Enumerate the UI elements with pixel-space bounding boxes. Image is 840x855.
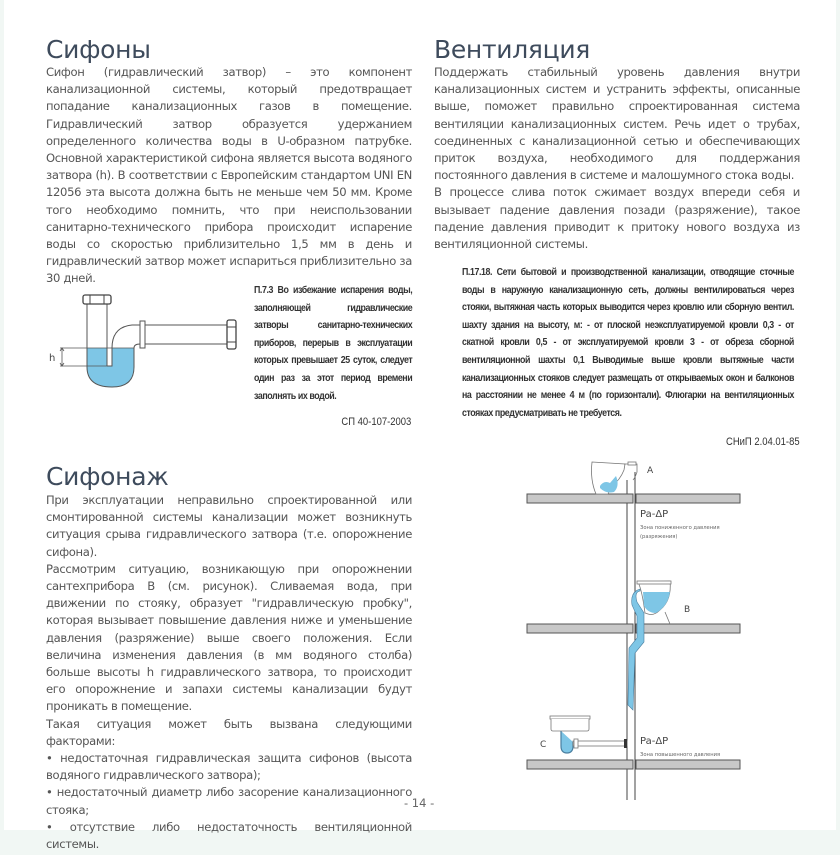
list-item: • недостаточный диаметр либо засорение канализационного стояка; [46, 784, 412, 818]
siphon-diagram [32, 282, 242, 417]
siphonage-paragraph-1: При эксплуатации неправильно спроектированной или смонтированной системы канализации может возникнуть ситуация срыва гидравлического затвора (т.е. опорожнение сифона). [46, 493, 412, 559]
ventilation-regulation-reference: СНиП 2.04.01-85 [726, 436, 800, 448]
siphonage-paragraph-3: Такая ситуация может быть вызвана следующими факторами: [46, 716, 412, 748]
siphons-regulation-reference: СП 40-107-2003 [341, 416, 411, 428]
siphonage-title: Сифонаж [46, 462, 169, 491]
floor-slab-bottom [527, 760, 633, 769]
water-plug [628, 589, 644, 710]
siphon-h-label: h [49, 353, 56, 364]
list-item: • отсутствие либо недостаточность вентиляционной системы. [46, 819, 412, 853]
label-c: C [540, 740, 547, 750]
siphonage-paragraph-2: Рассмотрим ситуацию, возникающую при опорожнении сантехприбора В (см. рисунок). Сливаемая вода, при движении по стояку, образует "гидравлическую пробку", которая вызывает повышение давления ниже и уменьшение давления (разряжение) выше своего положения. Если величина изменения давления (в мм водяного столба) больше высоты h гидравлического затвора, то происходит его опорожнение и запахи системы канализации будут проникать в помещение. [46, 561, 412, 714]
label-a: A [647, 466, 654, 476]
list-item: • недостаточная гидравлическая защита сифонов (высота водяного гидравлического затвора); [46, 750, 412, 784]
siphons-text [46, 64, 412, 288]
siphon-water [87, 348, 134, 387]
lower-pressure-label: Pa-ΔP [640, 736, 669, 747]
toilet-a-icon [592, 462, 638, 494]
siphonage-text [46, 492, 412, 853]
lower-zone-label: Зона повышенного давления [640, 752, 721, 758]
sink-c-icon [550, 716, 627, 753]
document-page [4, 0, 836, 852]
ventilation-paragraph-1: Поддержать стабильный уровень давления внутри канализационных систем и устранить эффекты, описанные выше, поможет правильно спроектированная система вентиляции канализационных систем. Речь идет о трубах, соединенных с канализационной сетью и обеспечивающих приток воздуха, необходимого для поддержания постоянного давления в системе и малошумного стока воды. [434, 65, 800, 183]
siphonage-factor-list [46, 750, 412, 853]
upper-zone-label-line1: Зона пониженного давления [640, 525, 720, 531]
upper-zone-label-line2: (разряжения) [640, 534, 678, 540]
label-b: B [684, 605, 691, 615]
floor-slab-top [527, 494, 633, 503]
page-number: - 14 - [404, 796, 435, 810]
upper-pressure-label: Pa-ΔP [640, 509, 669, 520]
ventilation-title: Вентиляция [434, 35, 591, 64]
ventilation-paragraph-2: В процессе слива поток сжимает воздух впереди себя и вызывает падение давления позади (разряжение), такое падение давления приводит к притоку нового воздуха из вентиляционной системы. [434, 185, 800, 252]
siphons-title: Сифоны [46, 35, 151, 64]
siphons-paragraph: Сифон (гидравлический затвор) – это компонент канализационной системы, который предотвращает попадание канализационных газов в помещение. Гидравлический затвор образуется удержанием определенного количества воды в U-образном патрубке. Основной характеристикой сифона является высота водяного затвора (h). В соответствии с Европейским стандартом UNI EN 12056 эта высота должна быть не меньше чем 50 мм. Кроме того необходимо помнить, что при неиспользовании санитарно-технического прибора происходит испарение воды со скоростью приблизительно 1,5 мм в день и гидравлический затвор может испариться приблизительно за 30 дней. [46, 65, 412, 286]
ventilation-text [434, 64, 800, 253]
floor-slab-middle [527, 624, 633, 633]
drain-stack-diagram [520, 450, 760, 800]
ventilation-regulation-note: П.17.18. Сети бытовой и производственной канализации, отводящие сточные воды в наружную канализационную сеть, должны вентилироваться через стояки, вытяжная часть которых выводится через кровлю или сборную вентил. шахту здания на высоту, м: - от плоской неэксплуатируемой кровли 0,3 - от скатной кровли 0,5 - от эксплуатируемой кровли 3 - от обреза сборной вентиляционной шахты 0,1 Выводимые выше кровли вытяжные части канализационных стояков следует размещать от открываемых окон и балконов на расстоянии не менее 4 м (по горизонтали). Флюгарки на вентиляционных стояках предусматривать не требуется. [462, 267, 794, 419]
siphons-regulation-note: П.7.3 Во избежание испарения воды, заполняющей гидравлические затворы санитарно-технических приборов, перерыв в эксплуатации которых превышает 25 суток, следует один раз за этот период времени заполнять их водой. [254, 285, 413, 402]
